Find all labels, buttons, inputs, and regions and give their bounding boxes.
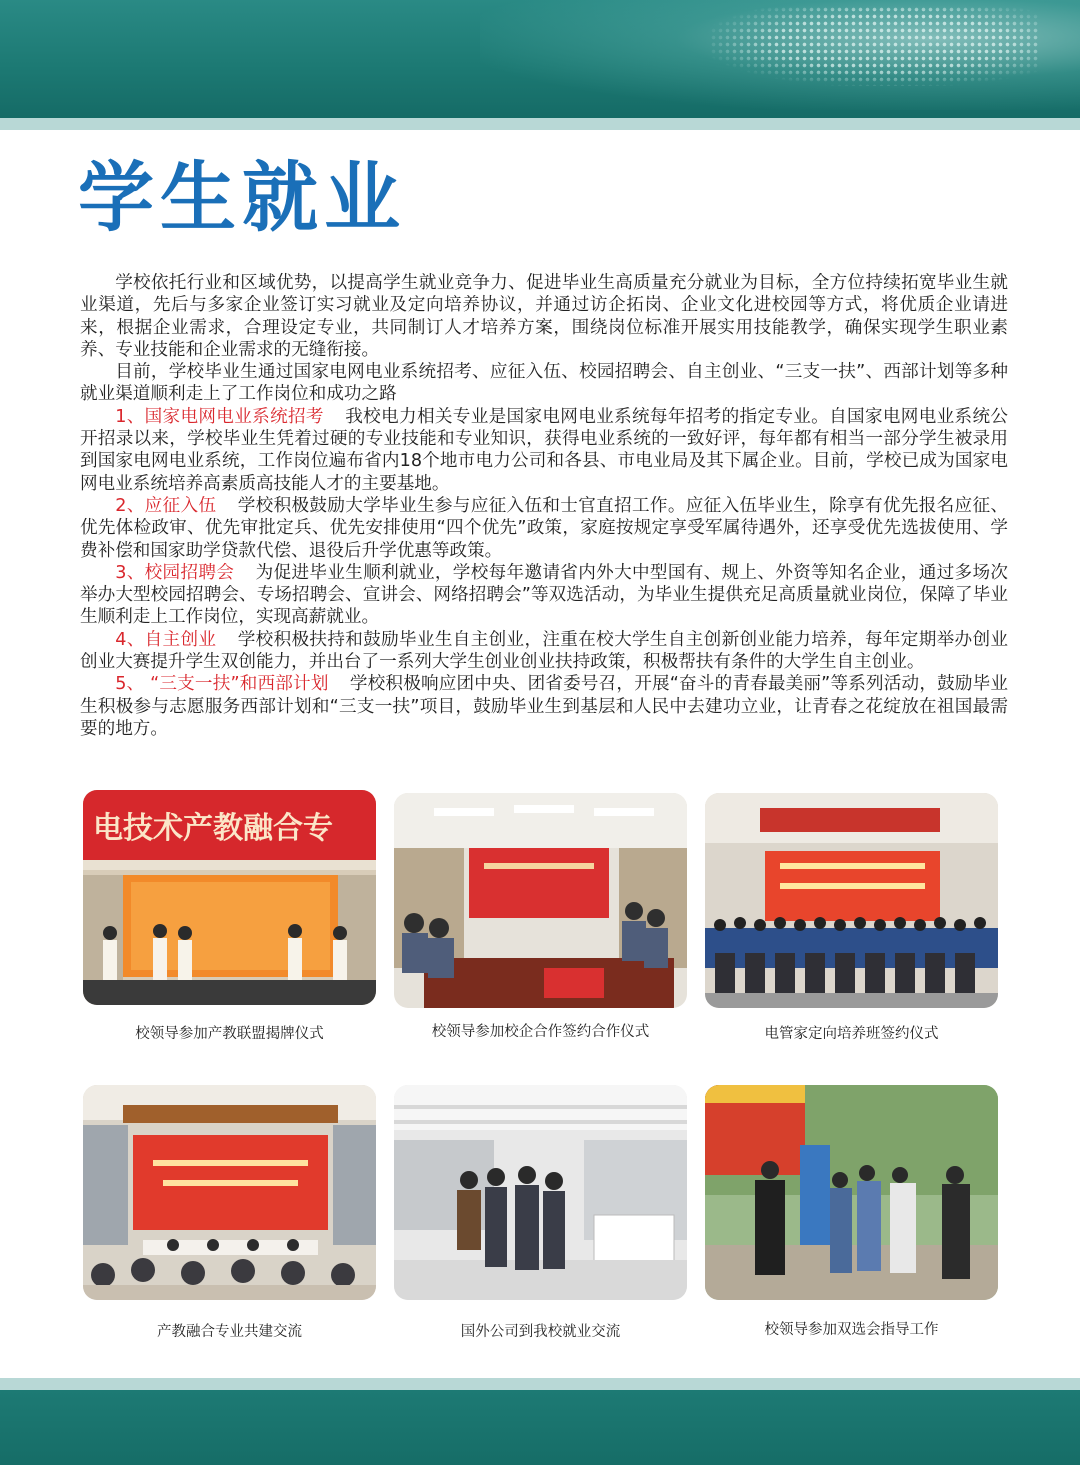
caption-class-signing: 电管家定向培养班签约仪式	[764, 1026, 939, 1042]
section-entrepreneurship	[80, 629, 1008, 674]
section-body: 我校电力相关专业是国家电网电业系统每年招考的指定专业。自国家电网电业系统公开招录以来，学校毕业生凭着过硬的专业技能和专业知识，获得电业系统的一致好评，每年都有相当一部分学生被录用到国家电网电业系统，工作岗位遍布省内18个地市电力公司和各县、市电业局及其下属企业。目前，学校已成为国家电网电业系统培养高素质高技能人才的主要基地。	[80, 406, 1008, 494]
section-body: 学校积极鼓励大学毕业生参与应征入伍和士官直招工作。应征入伍毕业生，除享有优先报名应征、优先体检政审、优先审批定兵、优先安排使用“四个优先”政策，家庭按规定享受军属待遇外，还享受优先选拔使用、学费补偿和国家助学贷款代偿、退役后升学优惠等政策。	[80, 495, 1008, 561]
top-header-band	[0, 0, 1080, 118]
section-body: 学校积极扶持和鼓励毕业生自主创业，注重在校大学生自主创新创业能力培养，每年定期举办创业创业大赛提升学生双创能力，并出台了一系列大学生创业创业扶持政策，积极帮扶有条件的大学生自主创业。	[80, 629, 1008, 673]
section-heading: 5、 “三支一扶”和西部计划	[115, 674, 329, 695]
body-text	[80, 272, 1008, 740]
section-heading: 1、国家电网电业系统招考	[115, 406, 324, 427]
section-heading: 3、校园招聘会	[115, 562, 235, 583]
photo-foreign-company-exchange	[394, 1085, 687, 1300]
bottom-footer-band	[0, 1390, 1080, 1465]
bottom-stripe	[0, 1378, 1080, 1390]
section-job-fair	[80, 562, 1008, 629]
photo-class-signing	[705, 793, 998, 1008]
caption-job-fair-guidance: 校领导参加双选会指导工作	[764, 1322, 939, 1338]
photo-job-fair-guidance	[705, 1085, 998, 1300]
section-body: 学校积极响应团中央、团省委号召，开展“奋斗的青春最美丽”等系列活动，鼓励毕业生积极参与志愿服务西部计划和“三支一扶”项目，鼓励毕业生到基层和人民中去建功立业，让青春之花绽放在祖国最需要的地方。	[80, 674, 1008, 739]
intro-paragraph: 学校依托行业和区域优势，以提高学生就业竞争力、促进毕业生高质量充分就业为目标，全方位持续拓宽毕业生就业渠道，先后与多家企业签订实习就业及定向培养协议，并通过访企拓岗、企业文化进校园等方式，将优质企业请进来，根据企业需求，合理设定专业，共同制订人才培养方案，围绕岗位标准开展实用技能教学，确保实现学生职业素养、专业技能和企业需求的无缝衔接。	[80, 273, 1008, 360]
section-grid-exam	[80, 406, 1008, 495]
caption-alliance-unveiling: 校领导参加产教联盟揭牌仪式	[135, 1026, 324, 1042]
caption-signing-ceremony: 校领导参加校企合作签约合作仪式	[431, 1024, 650, 1040]
section-heading: 4、自主创业	[115, 629, 217, 650]
photo-alliance-unveiling	[83, 790, 376, 1005]
top-stripe	[0, 118, 1080, 130]
page-title: 学生就业	[78, 153, 406, 242]
caption-foreign-company-exchange: 国外公司到我校就业交流	[460, 1324, 621, 1340]
channels-paragraph: 目前，学校毕业生通过国家电网电业系统招考、应征入伍、校园招聘会、自主创业、“三支一扶”、西部计划等多种就业渠道顺利走上了工作岗位和成功之路	[80, 362, 1008, 405]
section-body: 为促进毕业生顺利就业，学校每年邀请省内外大中型国有、规上、外资等知名企业，通过多场次举办大型校园招聘会、专场招聘会、宣讲会、网络招聘会”等双选活动，为毕业生提供充足高质量就业岗位，保障了毕业生顺利走上工作岗位，实现高薪就业。	[80, 562, 1008, 628]
section-enlistment	[80, 495, 1008, 562]
section-western-plan	[80, 673, 1008, 740]
header-dot-map	[710, 6, 1040, 86]
photo-co-construction-exchange	[83, 1085, 376, 1300]
photo-signing-ceremony	[394, 793, 687, 1008]
banner-text: 电技术产教融合专	[93, 811, 333, 846]
caption-co-construction-exchange: 产教融合专业共建交流	[157, 1324, 302, 1340]
section-heading: 2、应征入伍	[115, 495, 217, 516]
